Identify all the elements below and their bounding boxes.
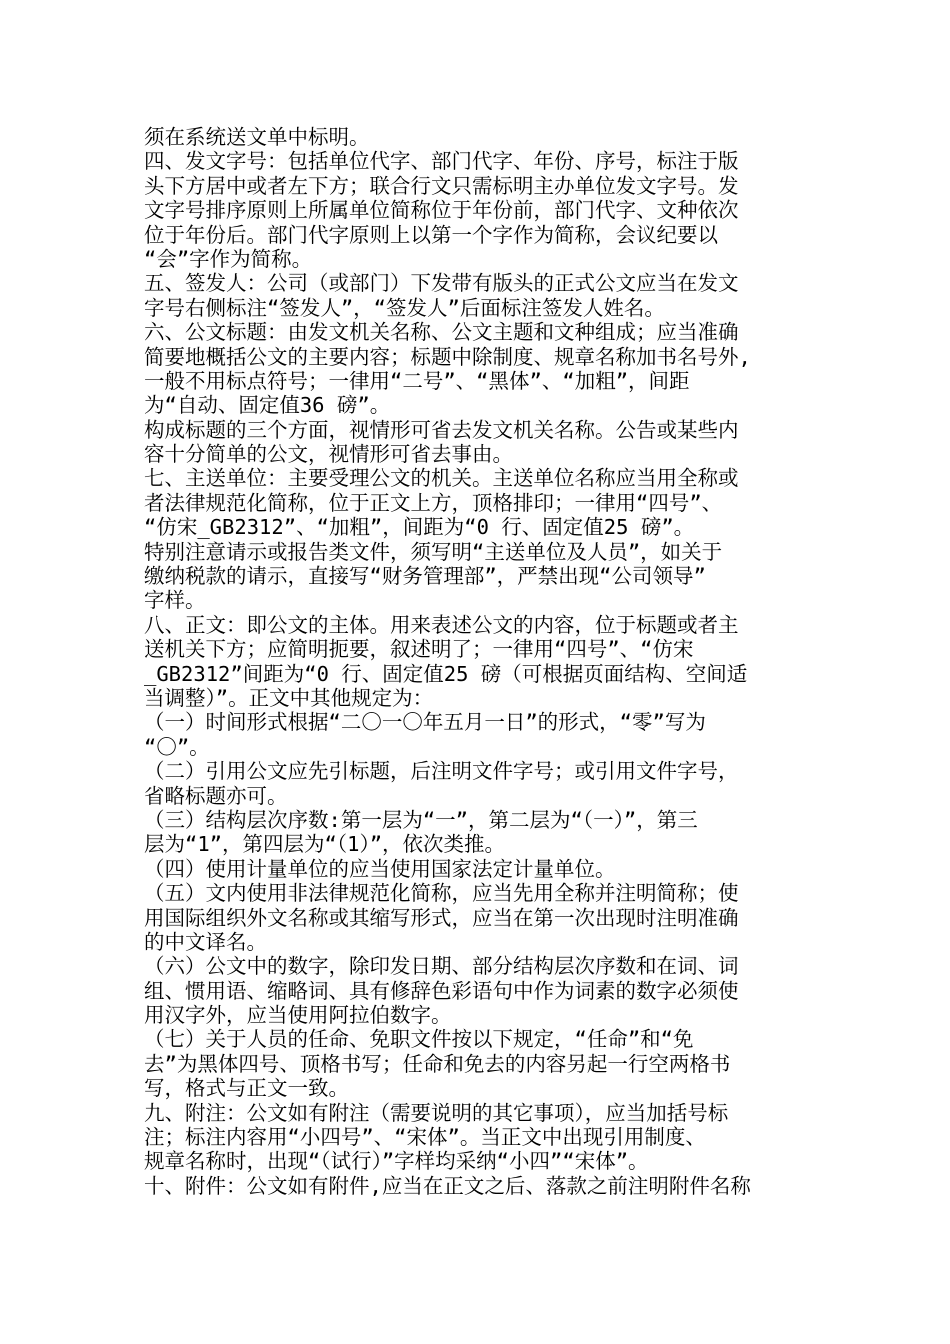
text-line: “会”字作为简称。 <box>144 246 313 271</box>
text-line: 写，格式与正文一致。 <box>144 1076 349 1101</box>
text-line: “仿宋_GB2312”、“加粗”，间距为“0 行、固定值25 磅”。 <box>144 515 695 540</box>
text-line: 十、附件：公文如有附件,应当在正文之后、落款之前注明附件名称 <box>144 1173 751 1198</box>
text-line: 字样。 <box>144 588 206 613</box>
text-line: 的中文译名。 <box>144 929 267 954</box>
text-line: 组、惯用语、缩略词、具有修辞色彩语句中作为词素的数字必须使 <box>144 978 739 1003</box>
text-line: 注；标注内容用“小四号”、“宋体”。当正文中出现引用制度、 <box>144 1125 706 1150</box>
text-line: 者法律规范化简称，位于正文上方，顶格排印；一律用“四号”、 <box>144 490 723 515</box>
text-line: 九、附注：公文如有附注（需要说明的其它事项），应当加括号标 <box>144 1100 729 1125</box>
text-line: 层为“1”，第四层为“（1）”，依次类推。 <box>144 832 506 857</box>
text-line: 五、签发人：公司（或部门）下发带有版头的正式公文应当在发文 <box>144 271 739 296</box>
text-line: 用国际组织外文名称或其缩写形式，应当在第一次出现时注明准确 <box>144 905 739 930</box>
text-line: 头下方居中或者左下方；联合行文只需标明主办单位发文字号。发 <box>144 173 739 198</box>
text-line: （五）文内使用非法律规范化简称，应当先用全称并注明简称；使 <box>144 881 739 906</box>
text-line: 一般不用标点符号；一律用“二号”、“黑体”、“加粗”，间距 <box>144 368 690 393</box>
text-line: 八、正文：即公文的主体。用来表述公文的内容，位于标题或者主 <box>144 612 739 637</box>
text-line: 须在系统送文单中标明。 <box>144 125 370 149</box>
text-line: （一）时间形式根据“二〇一〇年五月一日”的形式，“零”写为 <box>144 710 706 735</box>
text-line: 构成标题的三个方面，视情形可省去发文机关名称。公告或某些内 <box>144 417 739 442</box>
text-line: 缴纳税款的请示，直接写“财务管理部”，严禁出现“公司领导” <box>144 564 706 589</box>
text-line: （三）结构层次序数:第一层为“一”，第二层为“（一）”，第三 <box>144 807 698 832</box>
text-line: 七、主送单位：主要受理公文的机关。主送单位名称应当用全称或 <box>144 466 739 491</box>
text-line: 文字号排序原则上所属单位简称位于年份前，部门代字、文种依次 <box>144 198 739 223</box>
text-line: 四、发文字号：包括单位代字、部门代字、年份、序号，标注于版 <box>144 149 739 174</box>
text-line: （二）引用公文应先引标题，后注明文件字号；或引用文件字号， <box>144 759 739 784</box>
text-line: （四）使用计量单位的应当使用国家法定计量单位。 <box>144 856 616 881</box>
text-line: 省略标题亦可。 <box>144 783 288 808</box>
text-line: 六、公文标题：由发文机关名称、公文主题和文种组成；应当准确 <box>144 320 739 345</box>
text-line: 用汉字外，应当使用阿拉伯数字。 <box>144 1003 452 1028</box>
text-line: 字号右侧标注“签发人”，“签发人”后面标注签发人姓名。 <box>144 295 665 320</box>
text-line: 位于年份后。部门代字原则上以第一个字作为简称，会议纪要以 <box>144 222 718 247</box>
text-line: 规章名称时，出现“（试行）”字样均采纳“小四”“宋体”。 <box>144 1149 649 1174</box>
text-line: 为“自动、固定值36 磅”。 <box>144 393 391 418</box>
text-line: 送机关下方；应简明扼要，叙述明了；一律用“四号”、“仿宋 <box>144 637 694 662</box>
text-line: （七）关于人员的任命、免职文件按以下规定，“任命”和“免 <box>144 1027 694 1052</box>
text-line: 简要地概括公文的主要内容；标题中除制度、规章名称加书名号外, <box>144 344 751 369</box>
document-body <box>144 125 804 1198</box>
text-line: _GB2312”间距为“0 行、固定值25 磅（可根据页面结构、空间适 <box>144 661 748 686</box>
text-line: （六）公文中的数字，除印发日期、部分结构层次序数和在词、词 <box>144 954 739 979</box>
text-line: 当调整）”。正文中其他规定为： <box>144 685 434 710</box>
text-line: “〇”。 <box>144 734 210 759</box>
text-line: 去”为黑体四号、顶格书写；任命和免去的内容另起一行空两格书 <box>144 1051 731 1076</box>
text-line: 容十分简单的公文，视情形可省去事由。 <box>144 442 513 467</box>
text-line: 特别注意请示或报告类文件，须写明“主送单位及人员”，如关于 <box>144 539 723 564</box>
